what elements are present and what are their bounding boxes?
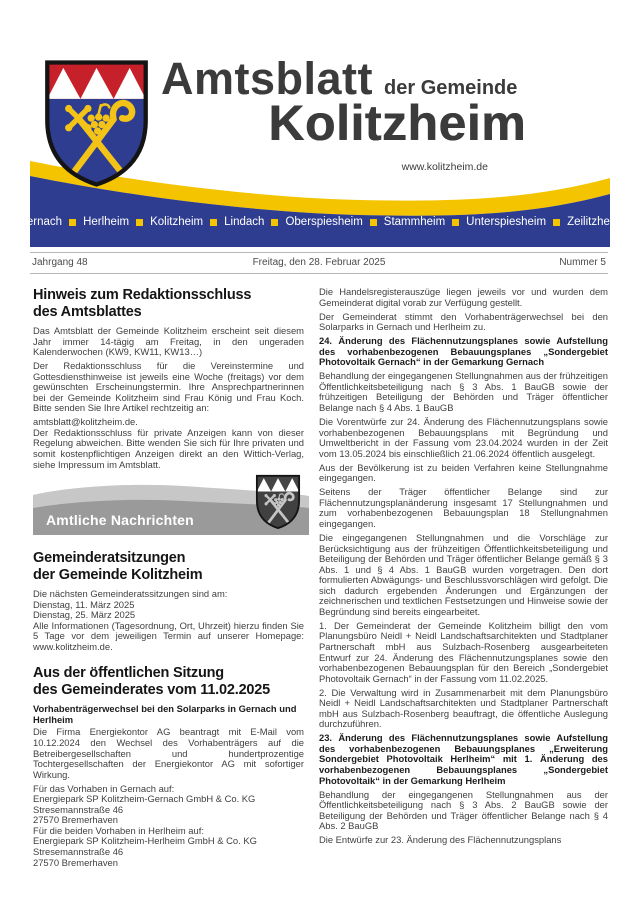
separator-square-icon [271,219,278,226]
heading-line: der Gemeinde Kolitzheim [33,567,203,584]
district-zeilitzheim: Zeilitzheim [567,216,623,228]
website-url: www.kolitzheim.de [401,161,488,173]
paragraph: Aus der Bevölkerung ist zu beiden Verfahren keine Stellungnahme eingegangen. [319,461,608,484]
separator-square-icon [210,219,217,226]
separator-square-icon [553,219,560,226]
article-heading [33,665,304,699]
subheading: Vorhabenträgerwechsel bei den Solarparks in Gernach und Herlheim [33,703,297,725]
subheading: 23. Änderung des Flächennutzungsplanes sowie Aufstellung des vorhabenbezogenen Bebauungsplanes „Erweiterung Sondergebiet Photovoltaik Herlheim“ mit 1. Änderung des vorhabenbezogenen Bebauungsplanes „Sondergebiet Photovoltaik“ in der Gemarkung Herlheim [319,732,608,786]
article-oeffentliche-sitzung [33,665,304,868]
title-main: Amtsblatt [161,53,374,104]
article-heading [33,287,304,321]
district-oberspiesheim: Oberspiesheim [285,216,363,228]
banner-label: Amtliche Nachrichten [46,512,194,529]
paragraph: Für die beiden Vorhaben in Herlheim auf: [33,824,204,836]
paragraph: Die Entwürfe zur 23. Änderung des Flächennutzungsplans [319,834,562,846]
address-street: Stresemannstraße 46 [33,803,124,815]
article-heading [33,550,304,584]
company-name: Energiepark SP Kolitzheim-Gernach GmbH & Co. KG [33,793,256,805]
heading-line: Hinweis zum Redaktionsschluss [33,287,252,303]
paragraph: Das Amtsblatt der Gemeinde Kolitzheim erscheint seit diesem Jahr immer 14-tägig am Freitag, in den ungeraden Kalenderwochen (KW9, KW11, KW13…) [33,325,304,358]
title-sub: der Gemeinde [384,77,518,99]
separator-square-icon [370,219,377,226]
separator-square-icon [136,219,143,226]
title-town: Kolitzheim [268,95,526,151]
paragraph: Der Redaktionsschluss für private Anzeigen kann von dieser Regelung abweichen. Bitte wenden Sie sich für Ihre privaten und somit kostenpflichtigen Anzeigen direkt an den Wittich-Verlag, siehe Impressum im Amtsblatt. [33,426,304,470]
address-street: Stresemannstraße 46 [33,846,124,857]
heading-line: des Amtsblattes [33,304,142,320]
issue-date: Freitag, den 28. Februar 2025 [252,257,386,268]
address-city: 27570 Bremerhaven [33,856,118,868]
paragraph: Die Vorentwürfe zur 24. Änderung des Flächennutzungsplans sowie vorhabenbezogenen Bebauungsplans mit Begründung und Umweltbericht in der Fassung vom 23.04.2024 wurden in der Zeit vom 13.05.2024 bis einschließlich 21.06.2024 öffentlich ausgelegt. [319,416,608,459]
company-name: Energiepark SP Kolitzheim-Herlheim GmbH & Co. KG [33,835,257,847]
paragraph: Die nächsten Gemeinderatssitzungen sind am: [33,588,228,600]
separator-square-icon [69,219,76,226]
district-unterspiesheim: Unterspiesheim [466,216,547,228]
coat-of-arms-icon [43,58,150,189]
separator-square-icon [452,219,459,226]
issue-info-bar [30,252,608,274]
amtliche-nachrichten-banner [33,477,309,535]
paragraph: Der Gemeinderat stimmt den Vorhabenträgerwechsel bei den Solarparks in Gernach und Herlheim zu. [319,310,608,333]
issue-volume: Jahrgang 48 [32,257,88,268]
heading-line: Aus der öffentlichen Sitzung [33,665,224,682]
paragraph: Die eingegangenen Stellungnahmen und die Vorschläge zur Berücksichtigung aus der frühzeitigen Öffentlichkeitsbeteiligung und Beteiligung der Behörden und Träger öffentlicher Belange gemäß § 3 Abs. 1 und § 4 Abs. 1 BauGB wurden vorgetragen. Den dort formulierten Abwägungs- und Beschlussvorschlägen wird gefolgt. Die sich dadurch ergebenden Änderungen und Ergänzungen der zeichnerischen und textlichen Festsetzungen und Hinweise sowie der Begründung sind bereits eingearbeitet. [319,531,608,617]
paragraph: Der Redaktionsschluss für die Vereinstermine und Gottesdiensthinweise ist jeweils eine Woche (freitags) vor dem gewünschten Erscheinungstermin. Ihre Ansprechpartnerinnen bei der Gemeinde Kolitzheim sind Frau König und Frau Koch. Bitte senden Sie Ihre Artikel rechtzeitig an: [33,360,304,414]
paragraph: Seitens der Träger öffentlicher Belange sind zur Flächennutzungsplanänderung insgesamt 17 Stellungnahmen und zum vorhabenbezogenen Bebauungsplan 18 Stellungnahmen eingegangen. [319,486,608,529]
right-column [319,287,608,868]
paragraph: Für das Vorhaben in Gernach auf: [33,782,175,794]
coat-of-arms-grayscale-icon [255,474,301,530]
paragraph: 1. Der Gemeinderat der Gemeinde Kolitzheim billigt den vom Planungsbüro Neidl + Neidl Landschaftsarchitekten und Stadtplaner Partnerschaft mbH aus Sulzbach-Rosenberg ausgearbeiteten Entwurf zur 24. Änderung des Flächennutzungsplanes sowie den vorhabenbezogenen Bebauungsplan für den Bereich „Sondergebiet Photovoltaik Gernach“ in der Fassung vom 11.02.2025. [319,619,608,684]
masthead [17,45,623,247]
paragraph: Behandlung der eingegangenen Stellungnahmen aus der frühzeitigen Öffentlichkeitsbeteiligung nach § 3 Abs. 1 BauGB sowie der frühzeitigen Beteiligung der Behörden und Träger öffentlicher Belange nach § 4 Abs. 1 BauGB [319,370,608,413]
issue-number: Nummer 5 [559,257,606,268]
meeting-date: Dienstag, 11. März 2025 [33,598,135,610]
district-lindach: Lindach [224,216,265,228]
meeting-date: Dienstag, 25. März 2025 [33,609,136,621]
paragraph: Behandlung der eingegangenen Stellungnahmen aus der Öffentlichkeitsbeteiligung nach § 3 Abs. 2 BauGB sowie der Beteiligung der Behörden und Träger öffentlicher Belange nach § 4 Abs. 2 BauGB [319,788,608,832]
district-list [17,216,623,228]
email-address: amtsblatt@kolitzheim.de. [33,416,138,428]
article-gemeinderatsitzungen [33,550,304,652]
left-column [33,287,304,868]
paragraph: Die Handelsregisterauszüge liegen jeweils vor und wurden dem Gemeinderat digital vorab zur Verfügung gestellt. [319,286,608,308]
paragraph: 2. Die Verwaltung wird in Zusammenarbeit mit dem Planungsbüro Neidl + Neidl Landschaftsarchitekten und Stadtplaner Partnerschaft mbH aus Sulzbach-Rosenberg beauftragt, die öffentliche Auslegung durchzuführen. [319,686,608,730]
district-herlheim: Herlheim [83,216,130,228]
paragraph: Die Firma Energiekontor AG beantragt mit E-Mail vom 10.12.2024 den Wechsel des Vorhabenträgers auf die Betreibergesellschaften und hundertprozentige Tochtergesellschaften der Energiekontor AG mit sofortiger Wirkung. [33,726,304,780]
address-city: 27570 Bremerhaven [33,814,118,826]
article-redaktionsschluss [33,287,304,470]
district-stammheim: Stammheim [383,216,446,228]
district-gernach: Gernach [17,216,63,228]
heading-line: des Gemeinderates vom 11.02.2025 [33,682,271,699]
page-content [33,287,608,868]
district-kolitzheim: Kolitzheim [150,216,204,228]
heading-line: Gemeinderatsitzungen [33,550,186,567]
paragraph: Alle Informationen (Tagesordnung, Ort, Uhrzeit) hierzu finden Sie 5 Tage vor dem jeweiligen Termin auf unserer Homepage: www.kolitzheim.de. [33,619,304,652]
subheading: 24. Änderung des Flächennutzungsplanes sowie Aufstellung des vorhabenbezogenen Bebauungsplanes „Sondergebiet Photovoltaik Gernach“ in der Gemarkung Gernach [319,335,608,368]
